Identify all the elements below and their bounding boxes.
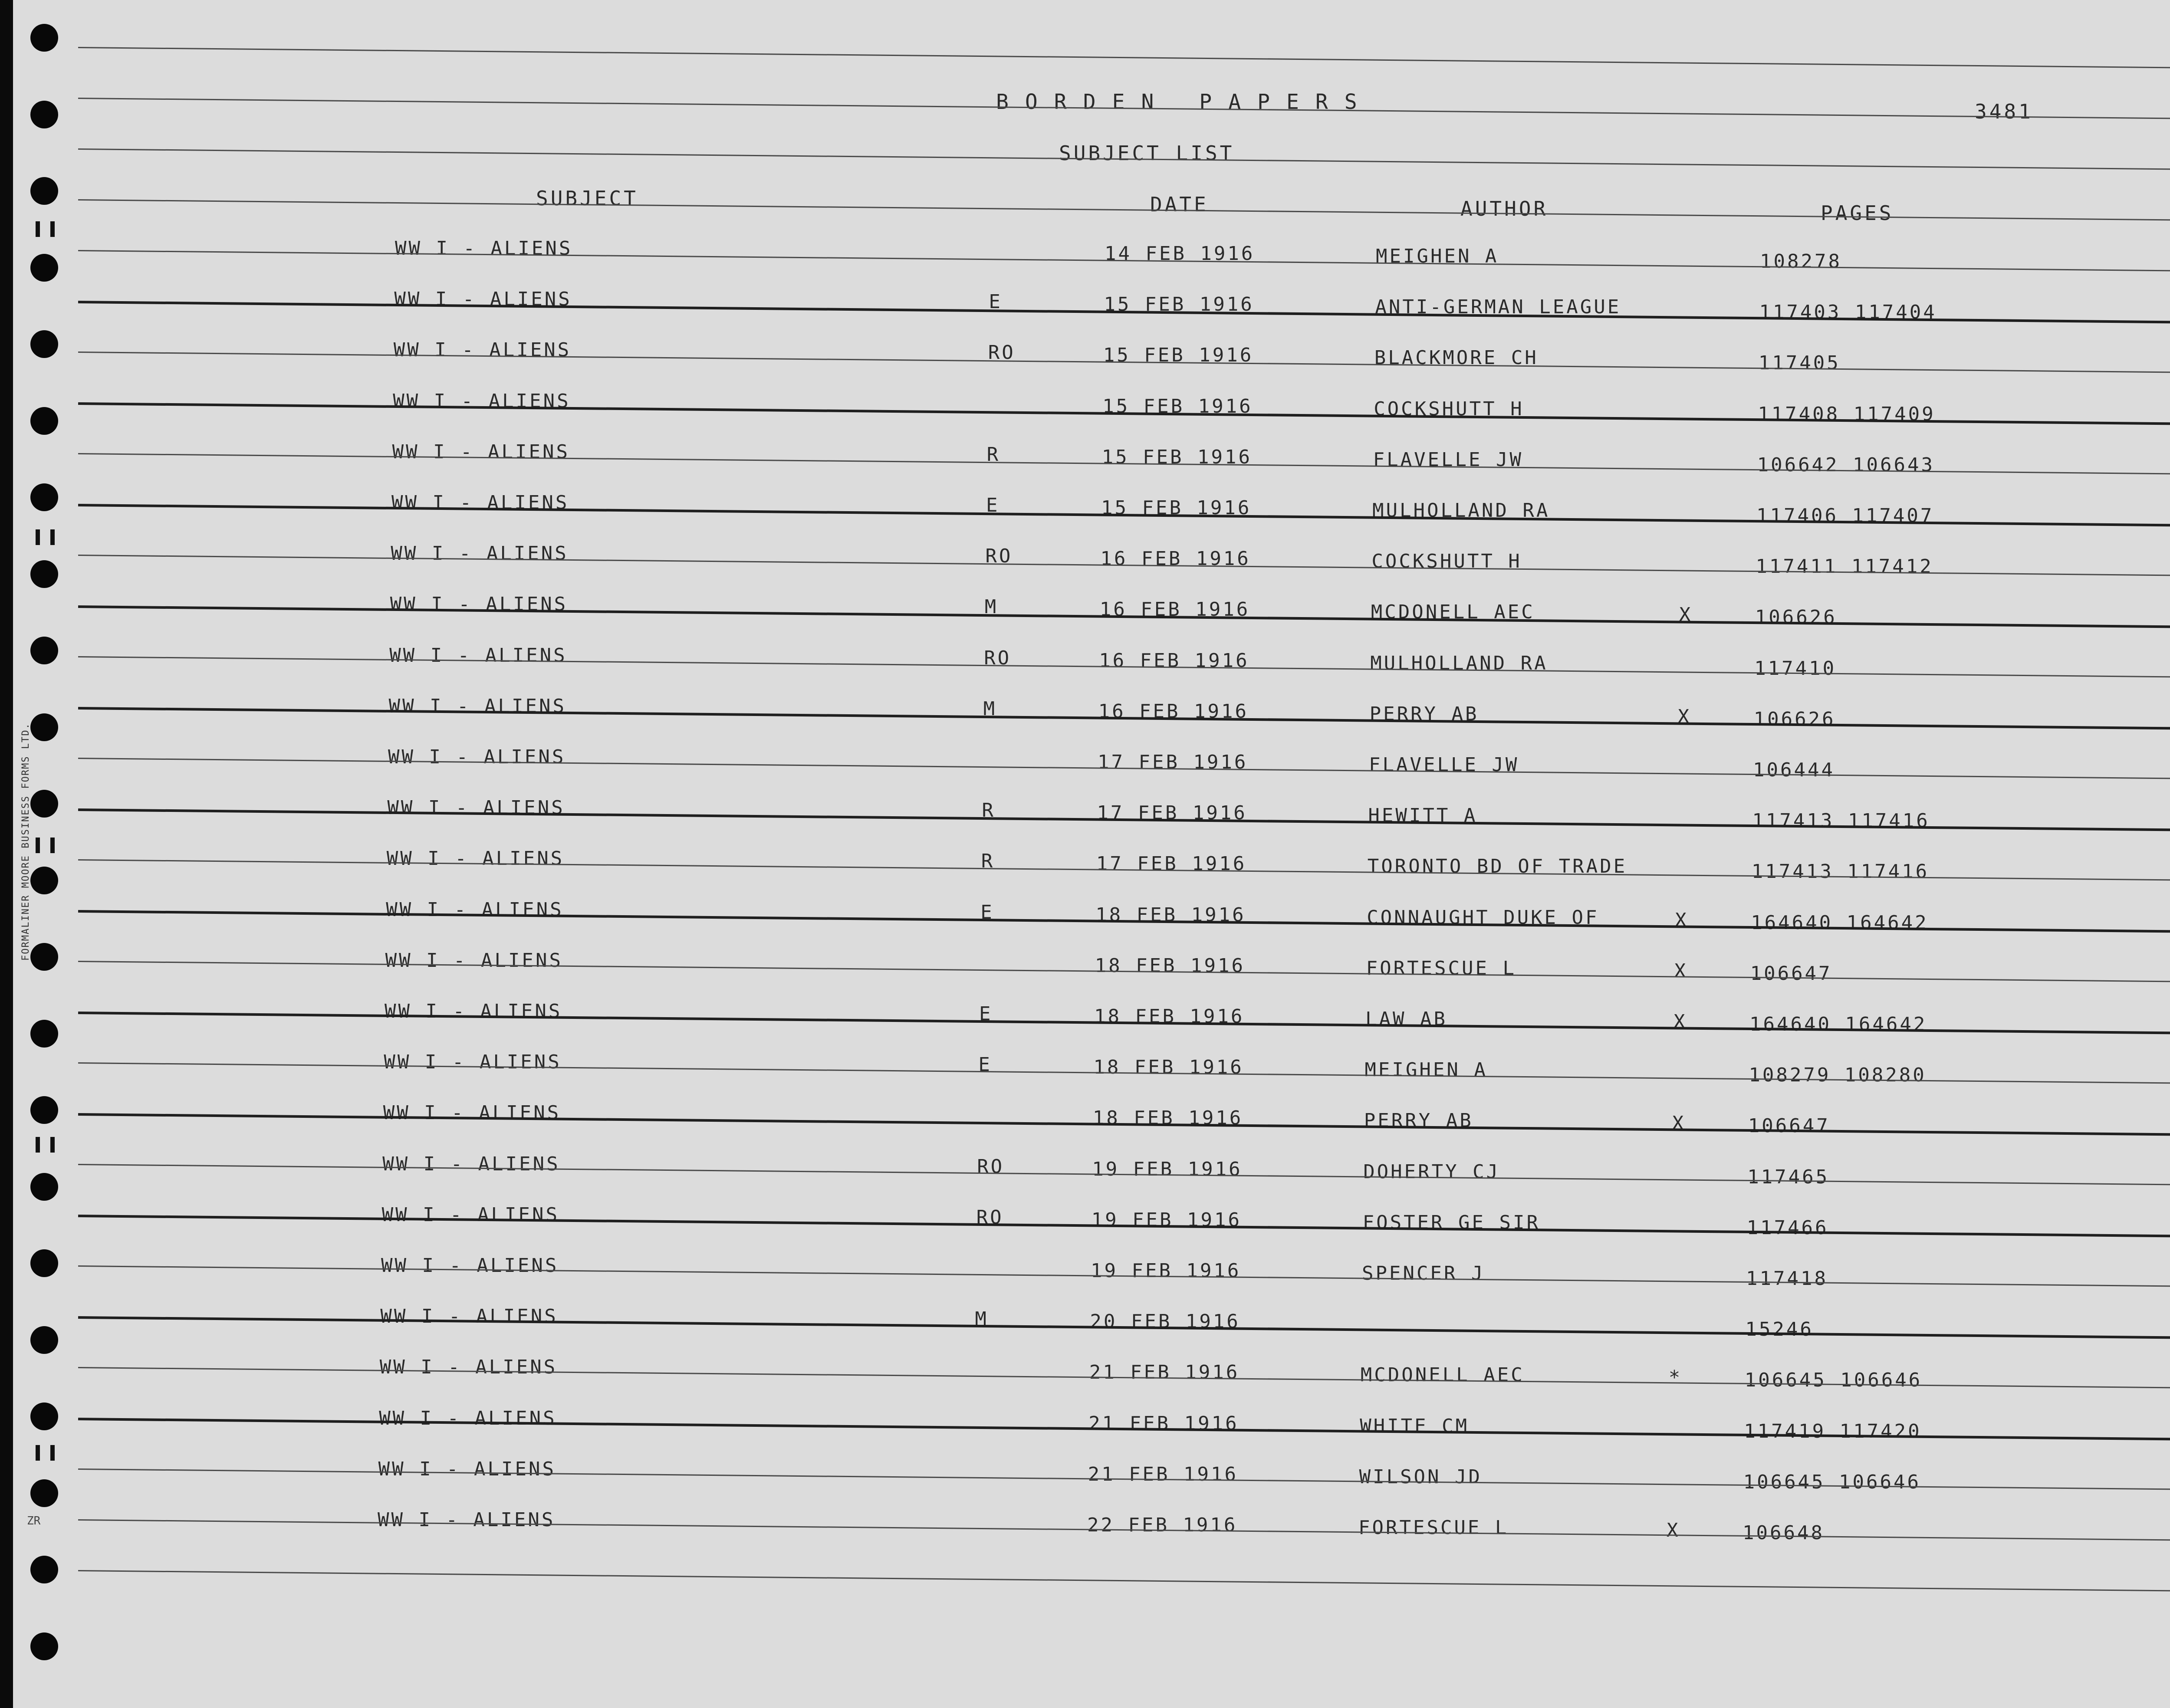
cell-author: HEWITT A xyxy=(1368,805,1478,827)
cell-pages: 106647 xyxy=(1748,1115,1830,1137)
cell-pages: 106626 xyxy=(1753,708,1836,730)
cell-date: 18 FEB 1916 xyxy=(1093,1056,1244,1079)
feed-hole xyxy=(30,1632,58,1660)
cell-date: 16 FEB 1916 xyxy=(1099,649,1249,672)
cell-pages: 106647 xyxy=(1750,962,1832,985)
cell-code: M xyxy=(984,596,999,618)
cell-pages: 117403 117404 xyxy=(1759,301,1937,324)
cell-date: 21 FEB 1916 xyxy=(1088,1463,1238,1485)
cell-code: R xyxy=(981,850,995,873)
cell-subject: WW I - ALIENS xyxy=(386,898,564,921)
cell-mark: * xyxy=(1668,1366,1683,1389)
perforation-mark xyxy=(36,838,55,853)
cell-author: FOSTER GE SIR xyxy=(1362,1211,1540,1234)
feed-hole xyxy=(30,560,58,588)
cell-author: WHITE CM xyxy=(1360,1415,1470,1437)
cell-subject: WW I - ALIENS xyxy=(379,1356,558,1379)
cell-mark: X xyxy=(1677,705,1692,728)
column-header-author: AUTHOR xyxy=(1460,197,1549,220)
cell-date: 17 FEB 1916 xyxy=(1096,853,1247,875)
cell-mark: X xyxy=(1674,959,1688,982)
cell-subject: WW I - ALIENS xyxy=(386,847,565,870)
perforation-mark xyxy=(36,529,55,545)
cell-pages: 117405 xyxy=(1758,352,1841,374)
cell-author: FORTESCUE L xyxy=(1366,957,1516,979)
ruled-line xyxy=(78,47,2170,69)
cell-date: 18 FEB 1916 xyxy=(1095,903,1246,926)
cell-date: 16 FEB 1916 xyxy=(1100,548,1251,570)
cell-date: 21 FEB 1916 xyxy=(1089,1361,1240,1384)
cell-author: LAW AB xyxy=(1365,1008,1447,1030)
cell-subject: WW I - ALIENS xyxy=(385,1000,562,1022)
cell-subject: WW I - ALIENS xyxy=(384,1051,562,1074)
feed-hole xyxy=(30,254,58,282)
cell-date: 16 FEB 1916 xyxy=(1098,700,1249,723)
cell-author: CONNAUGHT DUKE OF xyxy=(1367,906,1599,929)
cell-code: R xyxy=(986,443,1001,466)
feed-hole xyxy=(30,1326,58,1354)
cell-author: SPENCER J xyxy=(1362,1262,1485,1284)
perforation-mark xyxy=(36,221,55,237)
printout-sheet xyxy=(13,0,2170,1708)
cell-subject: WW I - ALIENS xyxy=(391,492,569,514)
cell-pages: 108278 xyxy=(1760,250,1842,273)
cell-subject: WW I - ALIENS xyxy=(379,1407,557,1429)
cell-subject: WW I - ALIENS xyxy=(388,746,566,768)
cell-subject: WW I - ALIENS xyxy=(388,695,566,717)
cell-code: RO xyxy=(977,1155,1005,1178)
cell-pages: 117418 xyxy=(1746,1268,1828,1290)
cell-pages: 15246 xyxy=(1745,1318,1814,1341)
cell-date: 19 FEB 1916 xyxy=(1092,1158,1243,1180)
cell-code: M xyxy=(983,697,997,720)
cell-date: 17 FEB 1916 xyxy=(1098,751,1248,773)
feed-hole xyxy=(30,1096,58,1124)
cell-author: MCDONELL AEC xyxy=(1360,1364,1525,1386)
cell-pages: 117406 117407 xyxy=(1756,505,1934,527)
cell-mark: X xyxy=(1675,909,1689,931)
cell-code: E xyxy=(989,291,1003,313)
cell-code: RO xyxy=(988,342,1016,364)
cell-author: BLACKMORE CH xyxy=(1374,347,1539,369)
cell-code: M xyxy=(975,1308,989,1330)
cell-code: E xyxy=(979,1003,993,1025)
cell-author: MEIGHEN A xyxy=(1364,1059,1488,1081)
cell-code: E xyxy=(980,901,994,923)
cell-pages: 106645 106646 xyxy=(1744,1369,1923,1392)
cell-code: RO xyxy=(985,545,1013,568)
cell-pages: 106444 xyxy=(1753,759,1835,781)
cell-date: 18 FEB 1916 xyxy=(1092,1107,1243,1130)
feed-hole xyxy=(30,101,58,128)
cell-pages: 108279 108280 xyxy=(1749,1064,1927,1087)
cell-subject: WW I - ALIENS xyxy=(383,1102,561,1124)
cell-author: ANTI-GERMAN LEAGUE xyxy=(1375,296,1621,319)
cell-subject: WW I - ALIENS xyxy=(382,1153,560,1175)
cell-author: MULHOLLAND RA xyxy=(1372,499,1550,522)
feed-hole xyxy=(30,24,58,52)
cell-author: FLAVELLE JW xyxy=(1369,754,1519,776)
cell-author: COCKSHUTT H xyxy=(1374,397,1524,420)
cell-subject: WW I - ALIENS xyxy=(387,797,565,819)
cell-subject: WW I - ALIENS xyxy=(393,339,572,361)
cell-pages: 106626 xyxy=(1755,606,1837,629)
cell-pages: 117465 xyxy=(1747,1166,1830,1188)
column-header-pages: PAGES xyxy=(1821,201,1894,225)
cell-pages: 106645 106646 xyxy=(1743,1471,1921,1493)
feed-hole xyxy=(30,177,58,205)
cell-pages: 117419 117420 xyxy=(1744,1420,1922,1442)
cell-mark: X xyxy=(1674,1011,1687,1033)
cell-subject: WW I - ALIENS xyxy=(389,644,567,667)
cell-date: 22 FEB 1916 xyxy=(1087,1514,1238,1536)
cell-code: E xyxy=(986,494,1000,516)
cell-pages: 117408 117409 xyxy=(1758,403,1936,425)
page-title: BORDEN PAPERS xyxy=(996,90,1374,114)
cell-date: 15 FEB 1916 xyxy=(1103,344,1254,367)
cell-mark: X xyxy=(1672,1112,1686,1135)
cell-subject: WW I - ALIENS xyxy=(395,237,573,259)
feed-hole xyxy=(30,407,58,435)
cell-subject: WW I - ALIENS xyxy=(394,288,572,311)
ruled-line xyxy=(78,1570,2170,1592)
feed-hole xyxy=(30,1173,58,1201)
feed-hole xyxy=(30,1249,58,1277)
cell-date: 19 FEB 1916 xyxy=(1091,1209,1242,1231)
page-number: 3481 xyxy=(1975,100,2033,123)
cell-date: 16 FEB 1916 xyxy=(1099,598,1250,621)
cell-pages: 106642 106643 xyxy=(1757,453,1935,476)
cell-pages: 117466 xyxy=(1746,1216,1829,1239)
cell-subject: WW I - ALIENS xyxy=(378,1458,556,1480)
cell-code: E xyxy=(978,1054,992,1076)
cell-author: MEIGHEN A xyxy=(1376,245,1499,267)
feed-hole xyxy=(30,1556,58,1583)
cell-author: MCDONELL AEC xyxy=(1371,601,1535,624)
cell-code: R xyxy=(982,799,996,822)
corner-code: ZR xyxy=(27,1514,41,1527)
cell-date: 18 FEB 1916 xyxy=(1095,954,1245,977)
page-subtitle: SUBJECT LIST xyxy=(1059,141,1235,165)
cell-author: WILSON JD xyxy=(1359,1465,1483,1488)
perforation-mark xyxy=(36,1445,55,1461)
cell-pages: 164640 164642 xyxy=(1749,1013,1927,1035)
cell-code: RO xyxy=(984,647,1012,669)
cell-subject: WW I - ALIENS xyxy=(380,1305,558,1328)
cell-code: RO xyxy=(976,1206,1004,1228)
cell-subject: WW I - ALIENS xyxy=(378,1509,556,1531)
cell-date: 19 FEB 1916 xyxy=(1091,1260,1241,1282)
cell-subject: WW I - ALIENS xyxy=(390,593,568,616)
cell-mark: X xyxy=(1679,604,1693,626)
cell-date: 15 FEB 1916 xyxy=(1101,446,1252,468)
cell-pages: 117413 117416 xyxy=(1751,861,1930,883)
cell-author: MULHOLLAND RA xyxy=(1370,652,1548,674)
cell-pages: 106648 xyxy=(1743,1522,1825,1544)
cell-pages: 117410 xyxy=(1754,657,1837,680)
cell-author: TORONTO BD OF TRADE xyxy=(1367,855,1628,878)
cell-subject: WW I - ALIENS xyxy=(385,949,563,972)
cell-mark: X xyxy=(1667,1519,1680,1541)
cell-date: 21 FEB 1916 xyxy=(1088,1412,1239,1435)
cell-author: PERRY AB xyxy=(1364,1110,1473,1132)
cell-subject: WW I - ALIENS xyxy=(392,440,570,463)
column-header-subject: SUBJECT xyxy=(536,187,638,210)
feed-hole xyxy=(30,330,58,358)
cell-date: 15 FEB 1916 xyxy=(1102,395,1253,417)
cell-subject: WW I - ALIENS xyxy=(393,390,571,412)
feed-hole xyxy=(30,637,58,664)
cell-date: 15 FEB 1916 xyxy=(1104,293,1254,316)
cell-date: 15 FEB 1916 xyxy=(1101,497,1252,519)
side-print: FORMALINER MOORE BUSINESS FORMS LTD. xyxy=(20,723,31,961)
cell-date: 17 FEB 1916 xyxy=(1097,802,1247,824)
cell-subject: WW I - ALIENS xyxy=(391,542,569,565)
cell-subject: WW I - ALIENS xyxy=(381,1255,559,1277)
cell-date: 20 FEB 1916 xyxy=(1090,1311,1240,1333)
cell-author: FLAVELLE JW xyxy=(1373,448,1523,471)
cell-subject: WW I - ALIENS xyxy=(381,1203,559,1226)
cell-author: DOHERTY CJ xyxy=(1363,1160,1500,1183)
cell-pages: 164640 164642 xyxy=(1751,911,1929,934)
perforation-mark xyxy=(36,1137,55,1153)
cell-pages: 117413 117416 xyxy=(1752,810,1930,832)
cell-date: 18 FEB 1916 xyxy=(1094,1005,1245,1028)
cell-pages: 117411 117412 xyxy=(1756,555,1933,578)
cell-author: PERRY AB xyxy=(1369,703,1479,725)
cell-author: FORTESCUE L xyxy=(1358,1517,1509,1539)
feed-hole xyxy=(30,483,58,511)
cell-author: COCKSHUTT H xyxy=(1371,550,1522,573)
column-header-date: DATE xyxy=(1150,193,1209,216)
feed-hole xyxy=(30,1020,58,1048)
cell-date: 14 FEB 1916 xyxy=(1105,243,1255,265)
feed-hole xyxy=(30,1403,58,1430)
feed-hole xyxy=(30,1479,58,1507)
